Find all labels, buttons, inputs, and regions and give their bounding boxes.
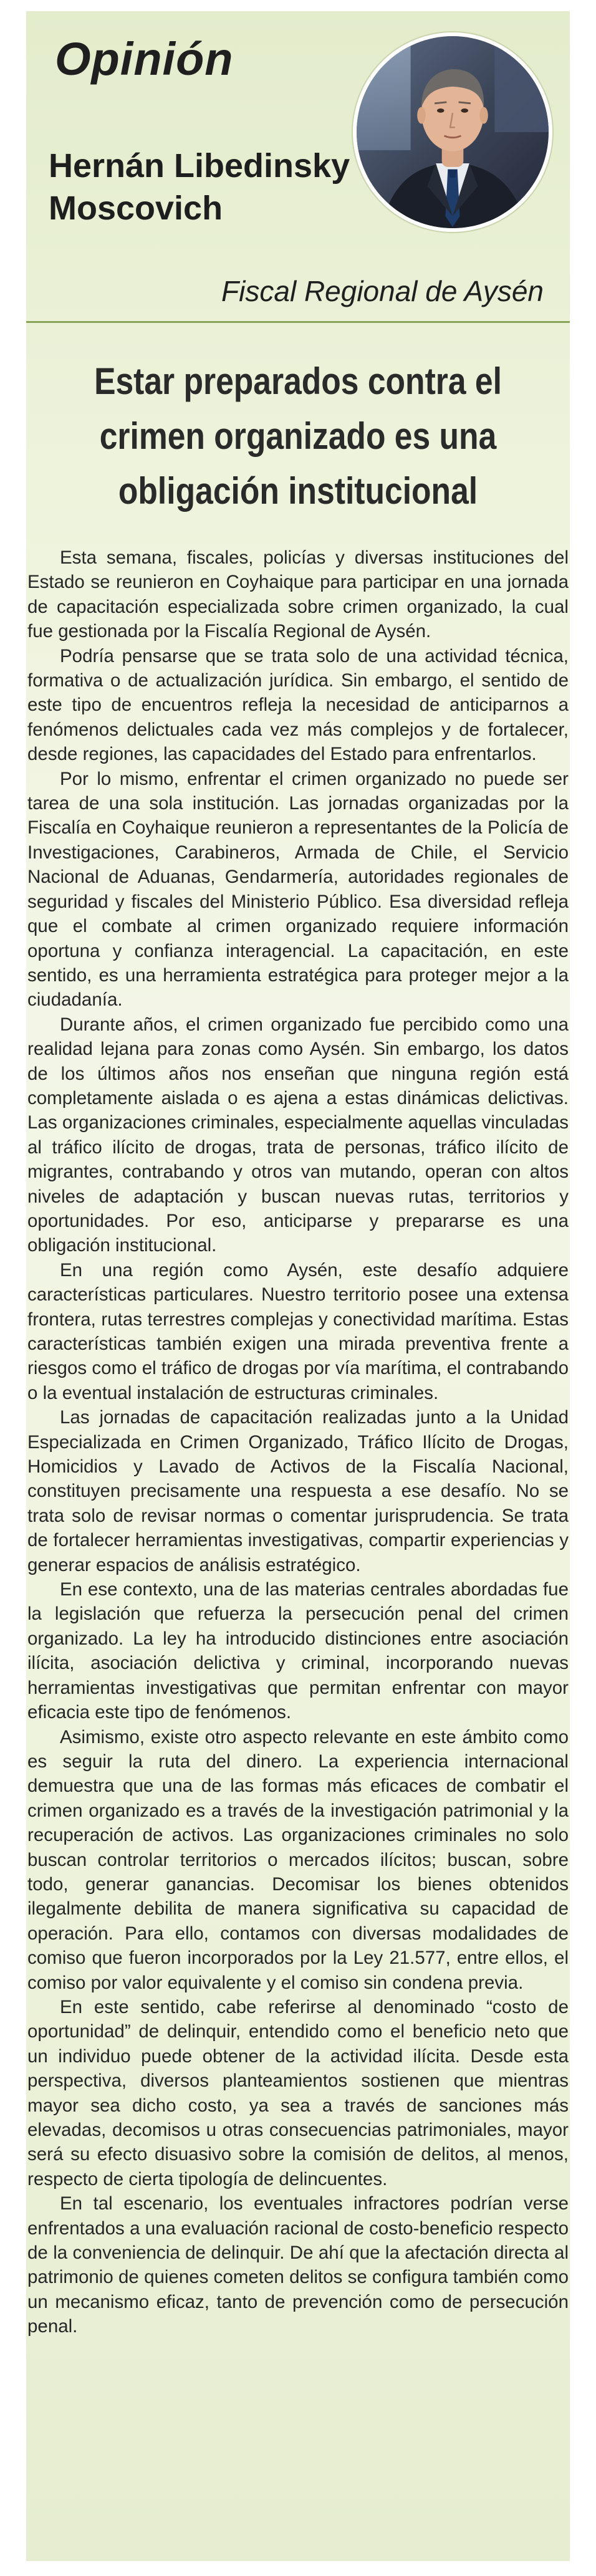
article-body bbox=[27, 545, 569, 2339]
author-name-line-1: Hernán Libedinsky bbox=[49, 147, 350, 185]
author-name-line-2: Moscovich bbox=[49, 190, 223, 227]
body-paragraph: Podría pensarse que se trata solo de una actividad técnica, formativa o de actualización jurídica. Sin embargo, el sentido de este tipo de encuentros refleja la necesidad de anticiparnos a fenómenos delictuales cada vez más complejos y de fortalecer, desde regiones, las capacidades del Estado para enfrentarlos. bbox=[27, 645, 569, 765]
body-paragraph: Asimismo, existe otro aspecto relevante en este ámbito como es seguir la ruta del dinero. La experiencia internacional demuestra que una de las formas más eficaces de combatir el crimen organizado es a través de la investigación patrimonial y la recuperación de activos. Las organizaciones criminales no solo buscan controlar territorios o mercados ilícitos; buscan, sobre todo, generar ganancias. Decomisar los bienes obtenidos ilegalmente debilita de manera significativa su capacidad de operación. Para ello, contamos con diversas modalidades de comiso que fueron incorporados por la Ley 21.577, entre ellos, el comiso por valor equivalente y el comiso sin condena previa. bbox=[27, 1726, 569, 1993]
author-portrait-image bbox=[357, 36, 549, 228]
divider-line bbox=[26, 321, 570, 323]
body-paragraph: En este sentido, cabe referirse al denominado “costo de oportunidad” de delinquir, entendido como el beneficio neto que un individuo puede obtener de la actividad ilícita. Desde esta perspectiva, diversos planteamientos sostienen que mientras mayor sea dicho costo, ya sea a través de sanciones más elevadas, decomisos u otras consecuencias patrimoniales, mayor será su efecto disuasivo sobre la comisión de delitos, al menos, respecto de cierta tipología de delincuentes. bbox=[27, 1996, 569, 2189]
body-paragraph: Las jornadas de capacitación realizadas junto a la Unidad Especializada en Crimen Organizado, Tráfico Ilícito de Drogas, Homicidios y Lavado de Activos de la Fiscalía Nacional, constituyen precisamente una respuesta a ese desafío. No se trata solo de revisar normas o comentar jurisprudencia. Se trata de fortalecer herramientas investigativas, compartir experiencias y generar espacios de análisis estratégico. bbox=[27, 1407, 569, 1575]
body-paragraph: En una región como Aysén, este desafío adquiere características particulares. Nuestro territorio posee una extensa frontera, rutas terrestres complejas y conectividad marítima. Estas características también exigen una mirada preventiva frente a riesgos como el tráfico de drogas por vía marítima, el contrabando o la eventual instalación de estructuras criminales. bbox=[27, 1259, 569, 1403]
author-name bbox=[49, 145, 373, 229]
section-label: Opinión bbox=[55, 33, 234, 85]
body-paragraph: Esta semana, fiscales, policías y diversas instituciones del Estado se reunieron en Coyhaique para participar en una jornada de capacitación especializada sobre crimen organizado, la cual fue gestionada por la Fiscalía Regional de Aysén. bbox=[27, 547, 569, 642]
headline: Estar preparados contra el crimen organizado es una obligación institucional bbox=[94, 360, 502, 512]
body-paragraph: Durante años, el crimen organizado fue percibido como una realidad lejana para zonas como Aysén. Sin embargo, los datos de los últimos años nos enseñan que ninguna región está completamente aislada o es ajena a estas dinámicas delictivas. Las organizaciones criminales, especialmente aquellas vinculadas al tráfico ilícito de drogas, trata de personas, tráfico ilícito de migrantes, contrabando y otros van mutando, operan con altos niveles de adaptación y buscan nuevas rutas, territorios y oportunidades. Por eso, anticiparse y prepararse es una obligación institucional. bbox=[27, 1014, 569, 1256]
body-paragraph: Por lo mismo, enfrentar el crimen organizado no puede ser tarea de una sola institución. Las jornadas organizadas por la Fiscalía en Coyhaique reunieron a representantes de la Policía de Investigaciones, Carabineros, Armada de Chile, el Servicio Nacional de Aduanas, Gendarmería, autoridades regionales de seguridad y fiscales del Ministerio Público. Esa diversidad refleja que el combate al crimen organizado requiere información oportuna y confianza interagencial. La capacitación, en este sentido, es una herramienta estratégica para proteger mejor a la ciudadanía. bbox=[27, 768, 569, 1011]
author-role: Fiscal Regional de Aysén bbox=[221, 275, 544, 307]
body-paragraph: En ese contexto, una de las materias centrales abordadas fue la legislación que refuerza la persecución penal del crimen organizado. La ley ha introducido distinciones entre asociación ilícita, asociación delictiva y criminal, incorporando nuevas herramientas investigativas que permitan enfrentar con mayor eficacia este tipo de fenómenos. bbox=[27, 1579, 569, 1723]
author-photo bbox=[353, 32, 552, 232]
body-paragraph: En tal escenario, los eventuales infractores podrían verse enfrentados a una evaluación racional de costo-beneficio respecto de la conveniencia de delinquir. De ahí que la afectación directa al patrimonio de quienes cometen delitos se configura también como un mecanismo eficaz, tanto de prevención como de persecución penal. bbox=[27, 2193, 569, 2337]
